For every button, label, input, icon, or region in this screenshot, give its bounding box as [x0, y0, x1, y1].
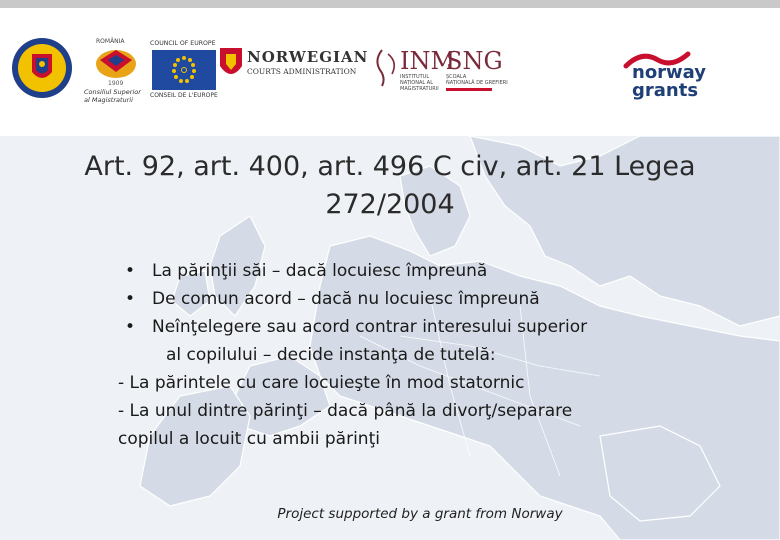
snsg-letters: SNG [446, 47, 503, 75]
slide-body [118, 257, 678, 453]
dash-line: - La părintele cu care locuieşte în mod statornic [118, 373, 525, 393]
inm-line-1: INSTITUTUL [400, 74, 430, 80]
norway-grants-logo [632, 64, 706, 100]
dash-line: copilul a locuit cu ambii părinţi [118, 429, 380, 449]
slide-title-line-2: 272/2004 [325, 189, 455, 220]
bullet-item [118, 257, 678, 285]
bullet-continuation: al copilului – decide instanţa de tutelă: [166, 345, 496, 365]
csm-line-1: Consiliul Superior [84, 88, 141, 96]
romania-coat-of-arms-icon [10, 36, 74, 100]
bullet-item [118, 313, 678, 369]
bullet-dot-icon: • [125, 289, 136, 309]
norway-grants-line-2: grants [632, 80, 699, 101]
bullet-text: Neînţelegere sau acord contrar interesului superior [152, 317, 588, 337]
snsg-color-bar [446, 88, 492, 91]
romania-label: ROMÂNIA [96, 38, 125, 45]
inm-letters: INM [400, 47, 456, 75]
bullet-item [118, 285, 678, 313]
snsg-line-2: NAȚIONALĂ DE GREFIERI [446, 80, 508, 86]
nca-line-2: COURTS ADMINISTRATION [247, 67, 357, 76]
inm-line-3: MAGISTRATURII [400, 86, 439, 92]
council-of-europe-logo [150, 40, 222, 100]
inm-line-2: NAȚIONAL AL [400, 80, 433, 86]
csm-line-2: al Magistraturii [84, 96, 133, 104]
dash-line: - La unul dintre părinţi – dacă până la divorţ/separare [118, 401, 573, 421]
nca-line-1: NORWEGIAN [247, 48, 369, 66]
council-of-europe-flag-icon [152, 50, 216, 90]
bullet-dot-icon: • [125, 317, 136, 337]
coe-top-label: COUNCIL OF EUROPE [150, 40, 216, 47]
bullet-text: De comun acord – dacă nu locuiesc împreună [152, 289, 540, 309]
nca-logo-text [247, 48, 368, 76]
logo-band [0, 8, 780, 136]
slide-title-line-1: Art. 92, art. 400, art. 496 C civ, art. 21 Legea [84, 151, 696, 182]
slide-title [60, 148, 720, 224]
footer-note: Project supported by a grant from Norway [277, 506, 563, 522]
bullet-text: La părinţii săi – dacă locuiesc împreună [152, 261, 488, 281]
snsg-line-1: ȘCOALA [446, 74, 467, 80]
inm-logo [400, 47, 456, 92]
snsg-logo [446, 48, 516, 91]
coe-bottom-label: CONSEIL DE L'EUROPE [150, 92, 218, 99]
norway-grants-line-1: norway [632, 62, 707, 83]
csm-logo [84, 38, 150, 112]
top-stripe [0, 0, 780, 8]
bullet-dot-icon: • [125, 261, 136, 281]
csm-emblem-icon [92, 46, 140, 80]
norwegian-courts-crest-icon [218, 46, 244, 82]
csm-year: 1909 [108, 80, 124, 87]
inm-logo-icon [372, 48, 402, 88]
